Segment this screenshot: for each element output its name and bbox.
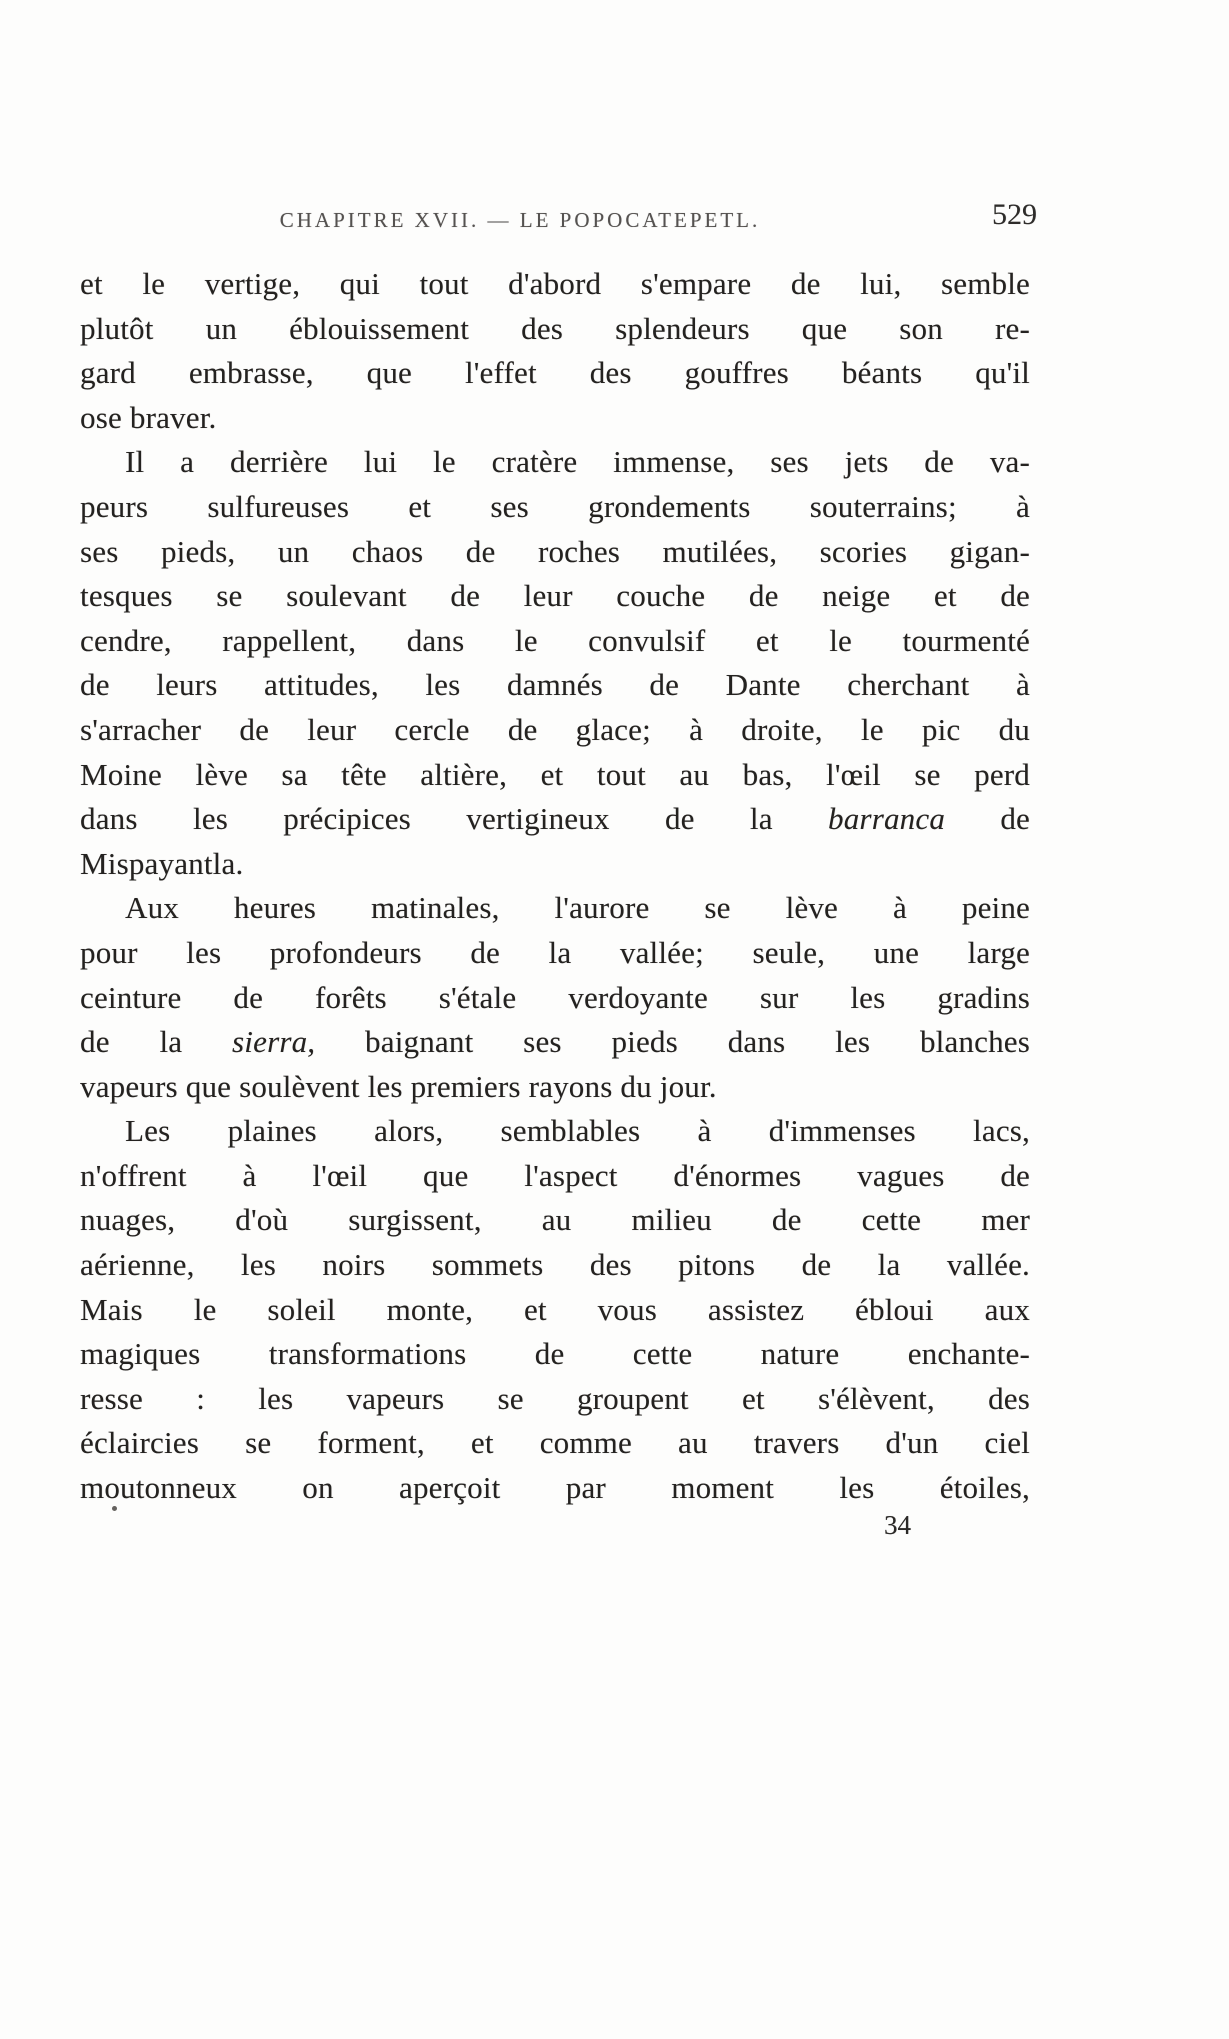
text-line bbox=[80, 1421, 1030, 1466]
text-segment: aérienne, les noirs sommets des pitons de la vallée. bbox=[80, 1247, 1030, 1283]
text-segment: nuages, d'où surgissent, au milieu de cette mer bbox=[80, 1202, 1030, 1238]
text-segment: moutonneux on aperçoit par moment les étoiles, bbox=[80, 1470, 1030, 1506]
italic-term: barranca bbox=[828, 801, 946, 837]
text-segment: et le vertige, qui tout d'abord s'empare de lui, semble bbox=[80, 266, 1030, 301]
ink-speck bbox=[112, 1506, 117, 1511]
text-segment: Les plaines alors, semblables à d'immenses lacs, bbox=[125, 1113, 1030, 1149]
text-line bbox=[80, 1020, 1030, 1065]
text-line bbox=[80, 1109, 1030, 1154]
text-segment: baignant ses pieds dans les blanches bbox=[315, 1024, 1030, 1060]
text-line bbox=[80, 485, 1030, 530]
text-line bbox=[80, 842, 1030, 887]
text-segment: vapeurs que soulèvent les premiers rayons du jour. bbox=[80, 1068, 717, 1104]
text-segment: ose braver. bbox=[80, 399, 217, 435]
text-segment: magiques transformations de cette nature enchante- bbox=[80, 1336, 1030, 1372]
signature-mark: 34 bbox=[884, 1510, 911, 1540]
text-segment: plutôt un éblouissement des splendeurs que son re- bbox=[80, 310, 1030, 346]
text-segment: resse : les vapeurs se groupent et s'élèvent, des bbox=[80, 1380, 1030, 1416]
text-line bbox=[80, 663, 1030, 708]
text-segment: de bbox=[945, 801, 1030, 837]
text-line bbox=[80, 574, 1030, 619]
text-segment: Moine lève sa tête altière, et tout au bas, l'œil se perd bbox=[80, 756, 1030, 792]
text-line bbox=[80, 1332, 1030, 1377]
text-segment: tesques se soulevant de leur couche de neige et de bbox=[80, 578, 1030, 614]
text-line bbox=[80, 753, 1030, 798]
text-line bbox=[80, 351, 1030, 396]
text-segment: dans les précipices vertigineux de la bbox=[80, 801, 829, 837]
text-line bbox=[80, 1377, 1030, 1422]
text-line bbox=[80, 708, 1030, 753]
text-line bbox=[80, 1198, 1030, 1243]
text-segment: Il a derrière lui le cratère immense, ses jets de va- bbox=[125, 444, 1030, 480]
running-header-title: CHAPITRE XVII. — LE POPOCATEPETL. bbox=[279, 208, 761, 232]
text-line bbox=[80, 440, 1030, 485]
text-line bbox=[80, 976, 1030, 1021]
text-segment: n'offrent à l'œil que l'aspect d'énormes vagues de bbox=[80, 1157, 1030, 1193]
text-line bbox=[80, 530, 1030, 575]
page-number: 529 bbox=[992, 198, 1037, 231]
text-segment: cendre, rappellent, dans le convulsif et le tourmenté bbox=[80, 622, 1030, 658]
text-segment: Aux heures matinales, l'aurore se lève à peine bbox=[125, 890, 1030, 926]
text-segment: éclaircies se forment, et comme au travers d'un ciel bbox=[80, 1425, 1030, 1461]
text-line bbox=[80, 396, 1030, 441]
italic-term: sierra, bbox=[232, 1024, 316, 1060]
text-segment: pour les profondeurs de la vallée; seule, une large bbox=[80, 934, 1030, 970]
text-line bbox=[80, 1154, 1030, 1199]
text-line bbox=[80, 1065, 1030, 1110]
text-line bbox=[80, 307, 1030, 352]
text-segment: s'arracher de leur cercle de glace; à droite, le pic du bbox=[80, 711, 1030, 747]
text-segment: gard embrasse, que l'effet des gouffres béants qu'il bbox=[80, 355, 1030, 391]
text-line bbox=[80, 1466, 1030, 1511]
text-line bbox=[80, 886, 1030, 931]
text-line bbox=[80, 931, 1030, 976]
text-line bbox=[80, 619, 1030, 664]
text-segment: Mispayantla. bbox=[80, 845, 244, 881]
text-segment: ses pieds, un chaos de roches mutilées, scories gigan- bbox=[80, 533, 1030, 569]
body-text bbox=[80, 262, 1030, 1511]
text-segment: de la bbox=[80, 1024, 233, 1060]
text-line bbox=[80, 262, 1030, 307]
text-segment: ceinture de forêts s'étale verdoyante sur les gradins bbox=[80, 979, 1030, 1015]
text-line bbox=[80, 1243, 1030, 1288]
text-segment: Mais le soleil monte, et vous assistez ébloui aux bbox=[80, 1291, 1030, 1327]
text-line bbox=[80, 797, 1030, 842]
text-segment: de leurs attitudes, les damnés de Dante cherchant à bbox=[80, 667, 1030, 703]
text-segment: peurs sulfureuses et ses grondements souterrains; à bbox=[80, 488, 1030, 524]
text-line bbox=[80, 1288, 1030, 1333]
